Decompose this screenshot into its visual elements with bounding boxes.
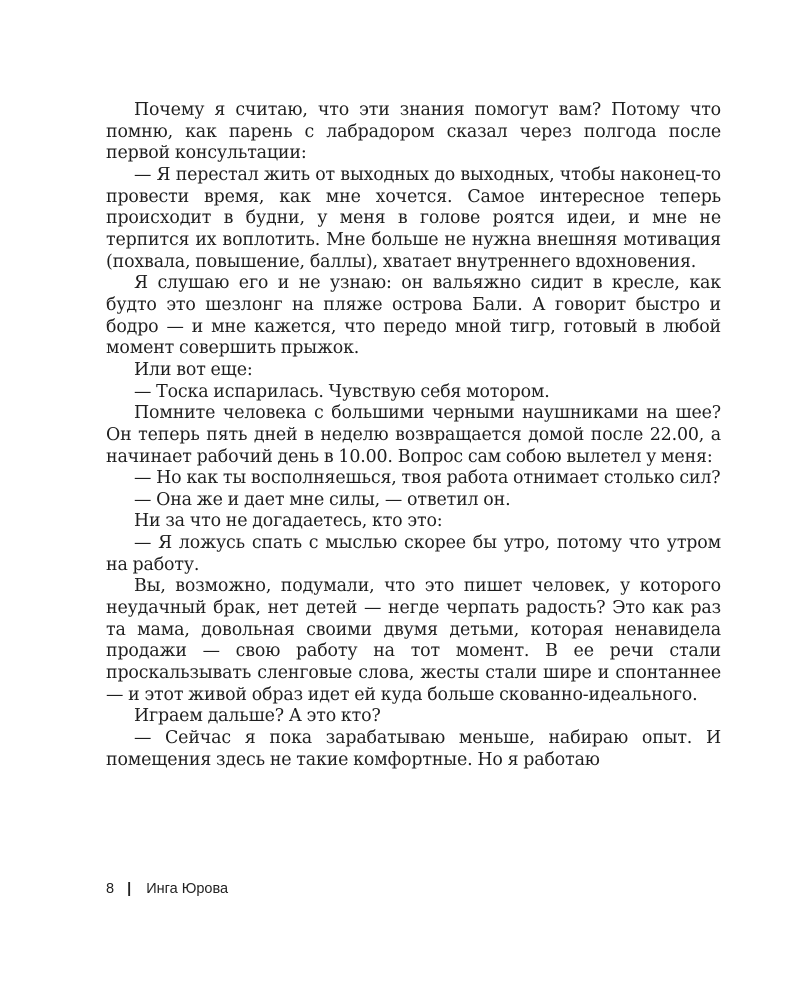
page-footer	[106, 881, 228, 897]
paragraph-7: — Но как ты восполняешься, твоя работа отнимает столько сил?	[134, 468, 721, 489]
paragraph-12: Играем дальше? А это кто?	[134, 706, 381, 727]
paragraph-8: — Она же и дает мне силы, — ответил он.	[134, 489, 511, 510]
paragraph-5: — Тоска испарилась. Чувствую себя мотором.	[134, 381, 550, 402]
page-number: 8	[106, 881, 115, 897]
footer-separator: |	[127, 881, 132, 897]
paragraph-2: — Я перестал жить от выходных до выходных, чтобы наконец-то провести время, как мне хочется. Самое интересное теперь происходит в будни, у меня в голове роятся идеи, и мне не терпится их воплотить. Мне больше не нужна внешняя мотивация (похвала, повышение, баллы), хватает внутреннего вдохновения.	[106, 164, 721, 272]
author-name: Инга Юрова	[146, 881, 229, 897]
paragraph-13: — Сейчас я пока зарабатываю меньше, набираю опыт. И помещения здесь не такие комфортные. Но я работаю	[106, 728, 721, 770]
body-text	[106, 100, 721, 771]
paragraph-3: Я слушаю его и не узнаю: он вальяжно сидит в кресле, как будто это шезлонг на пляже острова Бали. А говорит быстро и бодро — и мне кажется, что передо мной тигр, готовый в любой момент совершить прыжок.	[106, 273, 721, 359]
paragraph-11: Вы, возможно, подумали, что это пишет человек, у которого неудачный брак, нет детей — негде черпать радость? Это как раз та мама, довольная своими двумя детьми, которая ненавидела продажи — свою работу на тот момент. В ее речи стали проскальзывать сленговые слова, жесты стали шире и спонтаннее — и этот живой образ идет ей куда больше скованно-идеального.	[106, 576, 721, 705]
paragraph-1: Почему я считаю, что эти знания помогут вам? Потому что помню, как парень с лабрадором сказал через полгода после первой консультации:	[106, 100, 721, 164]
paragraph-4: Или вот еще:	[134, 359, 253, 380]
paragraph-6: Помните человека с большими черными наушниками на шее? Он теперь пять дней в неделю возвращается домой после 22.00, а начинает рабочий день в 10.00. Вопрос сам собою вылетел у меня:	[106, 403, 721, 467]
paragraph-9: Ни за что не догадаетесь, кто это:	[134, 511, 443, 532]
paragraph-10: — Я ложусь спать с мыслью скорее бы утро, потому что утром на работу.	[106, 533, 721, 575]
